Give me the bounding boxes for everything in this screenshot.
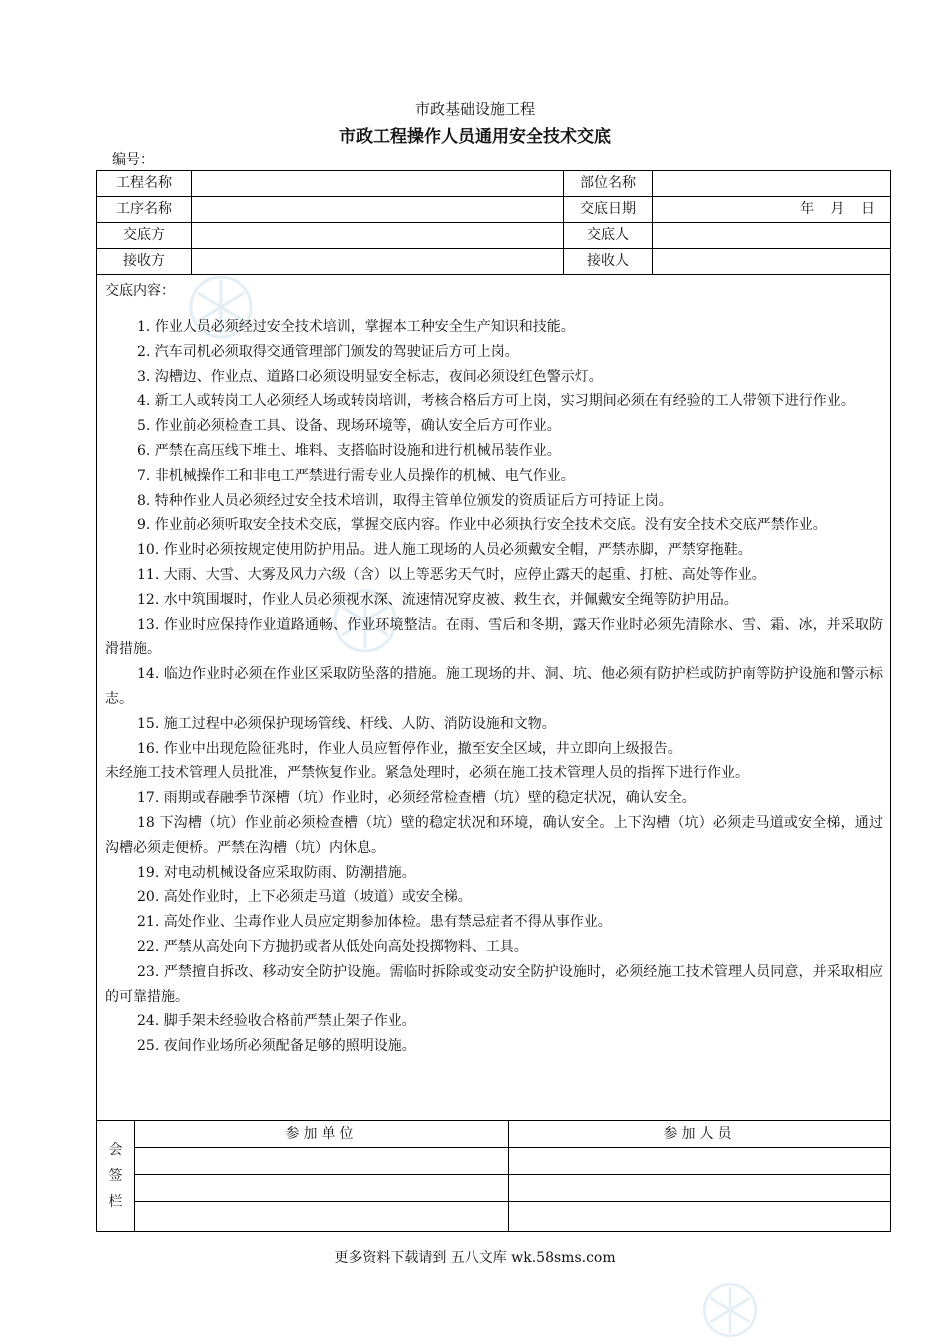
content-item: 18 下沟槽（坑）作业前必须检查槽（坑）壁的稳定状况和环境，确认安全。上下沟槽（坑）必须走马道或安全梯，通过沟槽必须走便桥。严禁在沟槽（坑）内休息。 [105,814,883,856]
content-item: 17. 雨期或春融季节深槽（坑）作业时，必须经常检查槽（坑）壁的稳定状况，确认安全。 [137,790,696,807]
signoff-header-row [135,1121,890,1148]
signoff-label-char: 签 [108,1168,123,1184]
signoff-label-char: 栏 [108,1194,123,1210]
content-item: 6. 严禁在高压线下堆土、堆料、支搭临时设施和进行机械吊装作业。 [137,442,561,459]
field-receiving-party[interactable] [192,249,563,274]
content-item: 23. 严禁擅自拆改、移动安全防护设施。需临时拆除或变动安全防护设施时，必须经施工技术管理人员同意，并采取相应的可靠措施。 [105,963,883,1005]
content-item: 3. 沟槽边、作业点、道路口必须设明显安全标志，夜间必须设红色警示灯。 [137,368,603,385]
field-process-name[interactable] [192,197,563,222]
header-row-receiver [97,249,890,275]
label-disclosure-date: 交底日期 [580,201,636,217]
content-item: 2. 汽车司机必须取得交通管理部门颁发的驾驶证后方可上岗。 [137,343,519,360]
label-process-name: 工序名称 [116,201,172,217]
field-part-name[interactable] [653,171,891,196]
header-row-process [97,197,890,223]
content-items-list [105,315,883,1059]
content-item: 15. 施工过程中必须保护现场管线、杆线、人防、消防设施和文物。 [137,715,556,732]
field-project-name[interactable] [192,171,563,196]
content-item: 13. 作业时应保持作业道路通畅、作业环境整洁。在雨、雪后和冬期，露天作业时必须先清除水、雪、霜、冰，并采取防滑措施。 [105,616,883,658]
content-item: 25. 夜间作业场所必须配备足够的照明设施。 [137,1038,416,1055]
signoff-row[interactable] [135,1148,890,1175]
participants-header: 参加人员 [663,1126,736,1142]
signoff-row[interactable] [135,1175,890,1202]
content-item: 21. 高处作业、尘毒作业人员应定期参加体检。患有禁忌症者不得从事作业。 [137,914,612,931]
snowflake-watermark-icon [700,1280,760,1340]
content-item: 8. 特种作业人员必须经过安全技术培训，取得主管单位颁发的资质证后方可持证上岗。 [137,492,673,509]
label-receiver: 接收人 [587,253,629,269]
content-item: 12. 水中筑围堰时，作业人员必须视水深、流速情况穿皮被、救生衣，并佩戴安全绳等防护用品。 [137,591,738,608]
header-row-project [97,171,890,197]
content-item: 20. 高处作业时，上下必须走马道（坡道）或安全梯。 [137,889,472,906]
serial-number-label: 编号： [112,152,154,168]
content-item: 1. 作业人员必须经过安全技术培训，掌握本工种安全生产知识和技能。 [137,319,575,335]
content-item: 16. 作业中出现危险征兆时，作业人员应暂停作业，撤至安全区域，井立即向上级报告。 [137,740,682,757]
label-discloser: 交底人 [587,227,629,243]
signoff-label-char: 会 [108,1142,123,1158]
field-receiver[interactable] [653,249,891,274]
label-part-name: 部位名称 [580,175,636,191]
footer-download-note: 更多资料下载请到 五八文库 wk.58sms.com [334,1250,616,1266]
content-item: 24. 脚手架未经验收合格前严禁止架子作业。 [137,1013,416,1030]
label-disclosing-party: 交底方 [123,227,165,243]
content-item: 4. 新工人或转岗工人必须经人场或转岗培训，考核合格后方可上岗，实习期间必须在有经验的工人带领下进行作业。 [137,393,855,410]
content-item: 19. 对电动机械设备应采取防雨、防潮措施。 [137,864,416,881]
label-project-name: 工程名称 [116,175,172,191]
field-discloser[interactable] [653,223,891,248]
header-row-discloser [97,223,890,249]
document-title: 市政工程操作人员通用安全技术交底 [339,127,611,147]
content-item: 未经施工技术管理人员批准，严禁恢复作业。紧急处理时，必须在施工技术管理人员的指挥下进行作业。 [105,765,749,782]
signoff-row[interactable] [135,1202,890,1231]
disclosure-content [97,275,890,1121]
participating-unit-header: 参加单位 [285,1126,358,1142]
signoff-label [97,1121,135,1231]
content-item: 10. 作业时必须按规定使用防护用品。进人施工现场的人员必须戴安全帽，严禁赤脚，严禁穿拖鞋。 [137,542,752,559]
content-item: 5. 作业前必须检查工具、设备、现场环境等，确认安全后方可作业。 [137,418,561,435]
content-item: 11. 大雨、大雪、大雾及风力六级（含）以上等恶劣天气时，应停止露天的起重、打桩、高处等作业。 [137,566,766,583]
disclosure-form [96,170,891,1232]
field-disclosing-party[interactable] [192,223,563,248]
label-receiving-party: 接收方 [123,253,165,269]
field-disclosure-date[interactable]: 年 月 日 [800,201,881,217]
content-item: 7. 非机械操作工和非电工严禁进行需专业人员操作的机械、电气作业。 [137,467,575,484]
signoff-section [97,1121,890,1231]
content-label: 交底内容： [105,283,175,299]
content-item: 22. 严禁从高处向下方抛扔或者从低处向高处投掷物料、工具。 [137,938,528,955]
signoff-grid [135,1121,890,1231]
content-item: 9. 作业前必须听取安全技术交底，掌握交底内容。作业中必须执行安全技术交底。没有安全技术交底严禁作业。 [137,517,827,534]
document-subtitle: 市政基础设施工程 [414,100,535,118]
content-item: 14. 临边作业时必须在作业区采取防坠落的措施。施工现场的井、洞、坑、他必须有防护栏或防护南等防护设施和警示标志。 [105,666,883,707]
